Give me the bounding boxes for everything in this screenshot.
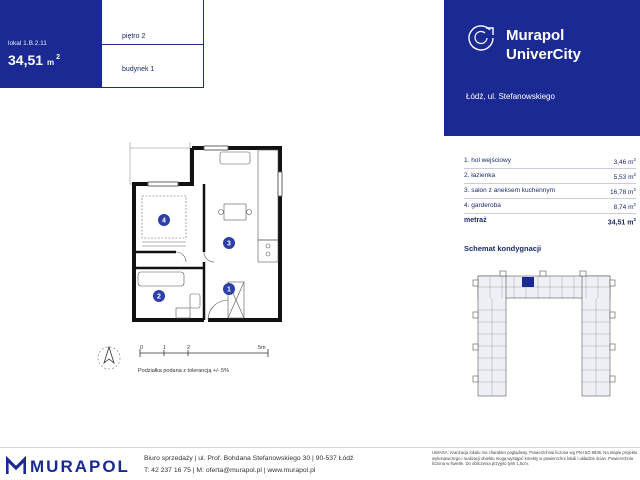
unit-summary-panel (0, 0, 102, 88)
room-row (464, 199, 636, 214)
room-list (464, 154, 636, 229)
murapol-m-logo-icon (6, 455, 26, 475)
scale-label-5m: 5m (258, 345, 266, 351)
floor-label: piętro 2 (122, 33, 146, 40)
room-area: 16,78 $m^2$ (609, 187, 636, 197)
murapol-logo-icon (466, 22, 496, 52)
footer-divider (0, 447, 640, 448)
brand-project: UniverCity (506, 46, 582, 63)
north-arrow-icon (94, 343, 124, 373)
room-row (464, 154, 636, 169)
unit-highlight (522, 277, 534, 287)
room-row (464, 169, 636, 184)
unit-area: 34,51 $m^2$ (8, 52, 60, 68)
svg-text:2: 2 (157, 293, 161, 301)
total-label: metraż (464, 217, 487, 224)
unit-location-panel (102, 0, 204, 88)
room-area: 3,46 $m^2$ (613, 157, 636, 167)
floor-scheme-title: Schemat kondygnacji (464, 244, 542, 253)
divider (102, 44, 203, 45)
floor-plan-diagram (128, 142, 288, 328)
scale-bar (138, 345, 270, 359)
unit-code: lokal 1.B.2.11 (8, 40, 47, 47)
scale-label-1: 1 (163, 345, 167, 351)
floor-scheme-diagram (470, 266, 620, 401)
total-area: 34,51 $m^2$ (607, 217, 636, 227)
scale-tolerance-note: Podziałka podana z tolerancją +/- 5% (138, 368, 229, 374)
scale-label-0: 0 (140, 345, 144, 351)
room-area: 8,74 $m^2$ (613, 202, 636, 212)
footer-disclaimer: UWAGA: Aranżacja lokalu ma charakter poglądowy. Powierzchnia liczona wg PN-ISO 9836. Na etapie projektu wykonawczego i realizacji obiektu mogą wystąpić korekty w powierzchni lokali i układzie ścian. Powierzchnia liczona w świetle. Do obliczenia przyjęto tynk 1,5cm. (432, 450, 638, 467)
room-name: 2. łazienka (464, 172, 496, 179)
brand-panel (444, 0, 640, 136)
footer-contact[interactable]: T: 42 237 16 75 | M: oferta@murapol.pl | www.murapol.pl (144, 467, 316, 474)
svg-text:1: 1 (227, 286, 231, 294)
footer-office-address: Biuro sprzedaży | ul. Prof. Bohdana Stefanowskiego 30 | 90-537 Łódź (144, 455, 354, 462)
room-name: 4. garderoba (464, 202, 501, 209)
footer-company-name: MURAPOL (30, 457, 130, 476)
total-area-row (464, 214, 636, 229)
svg-text:3: 3 (227, 240, 231, 248)
brand-name: Murapol (506, 27, 565, 44)
room-row (464, 184, 636, 199)
room-area: 5,53 $m^2$ (613, 172, 636, 182)
building-label: budynek 1 (122, 66, 155, 73)
svg-text:4: 4 (162, 217, 166, 225)
scale-label-2: 2 (187, 345, 191, 351)
room-name: 3. salon z aneksem kuchennym (464, 187, 556, 194)
room-name: 1. hol wejściowy (464, 157, 511, 164)
brand-address: Łódź, ul. Stefanowskiego (466, 92, 555, 101)
